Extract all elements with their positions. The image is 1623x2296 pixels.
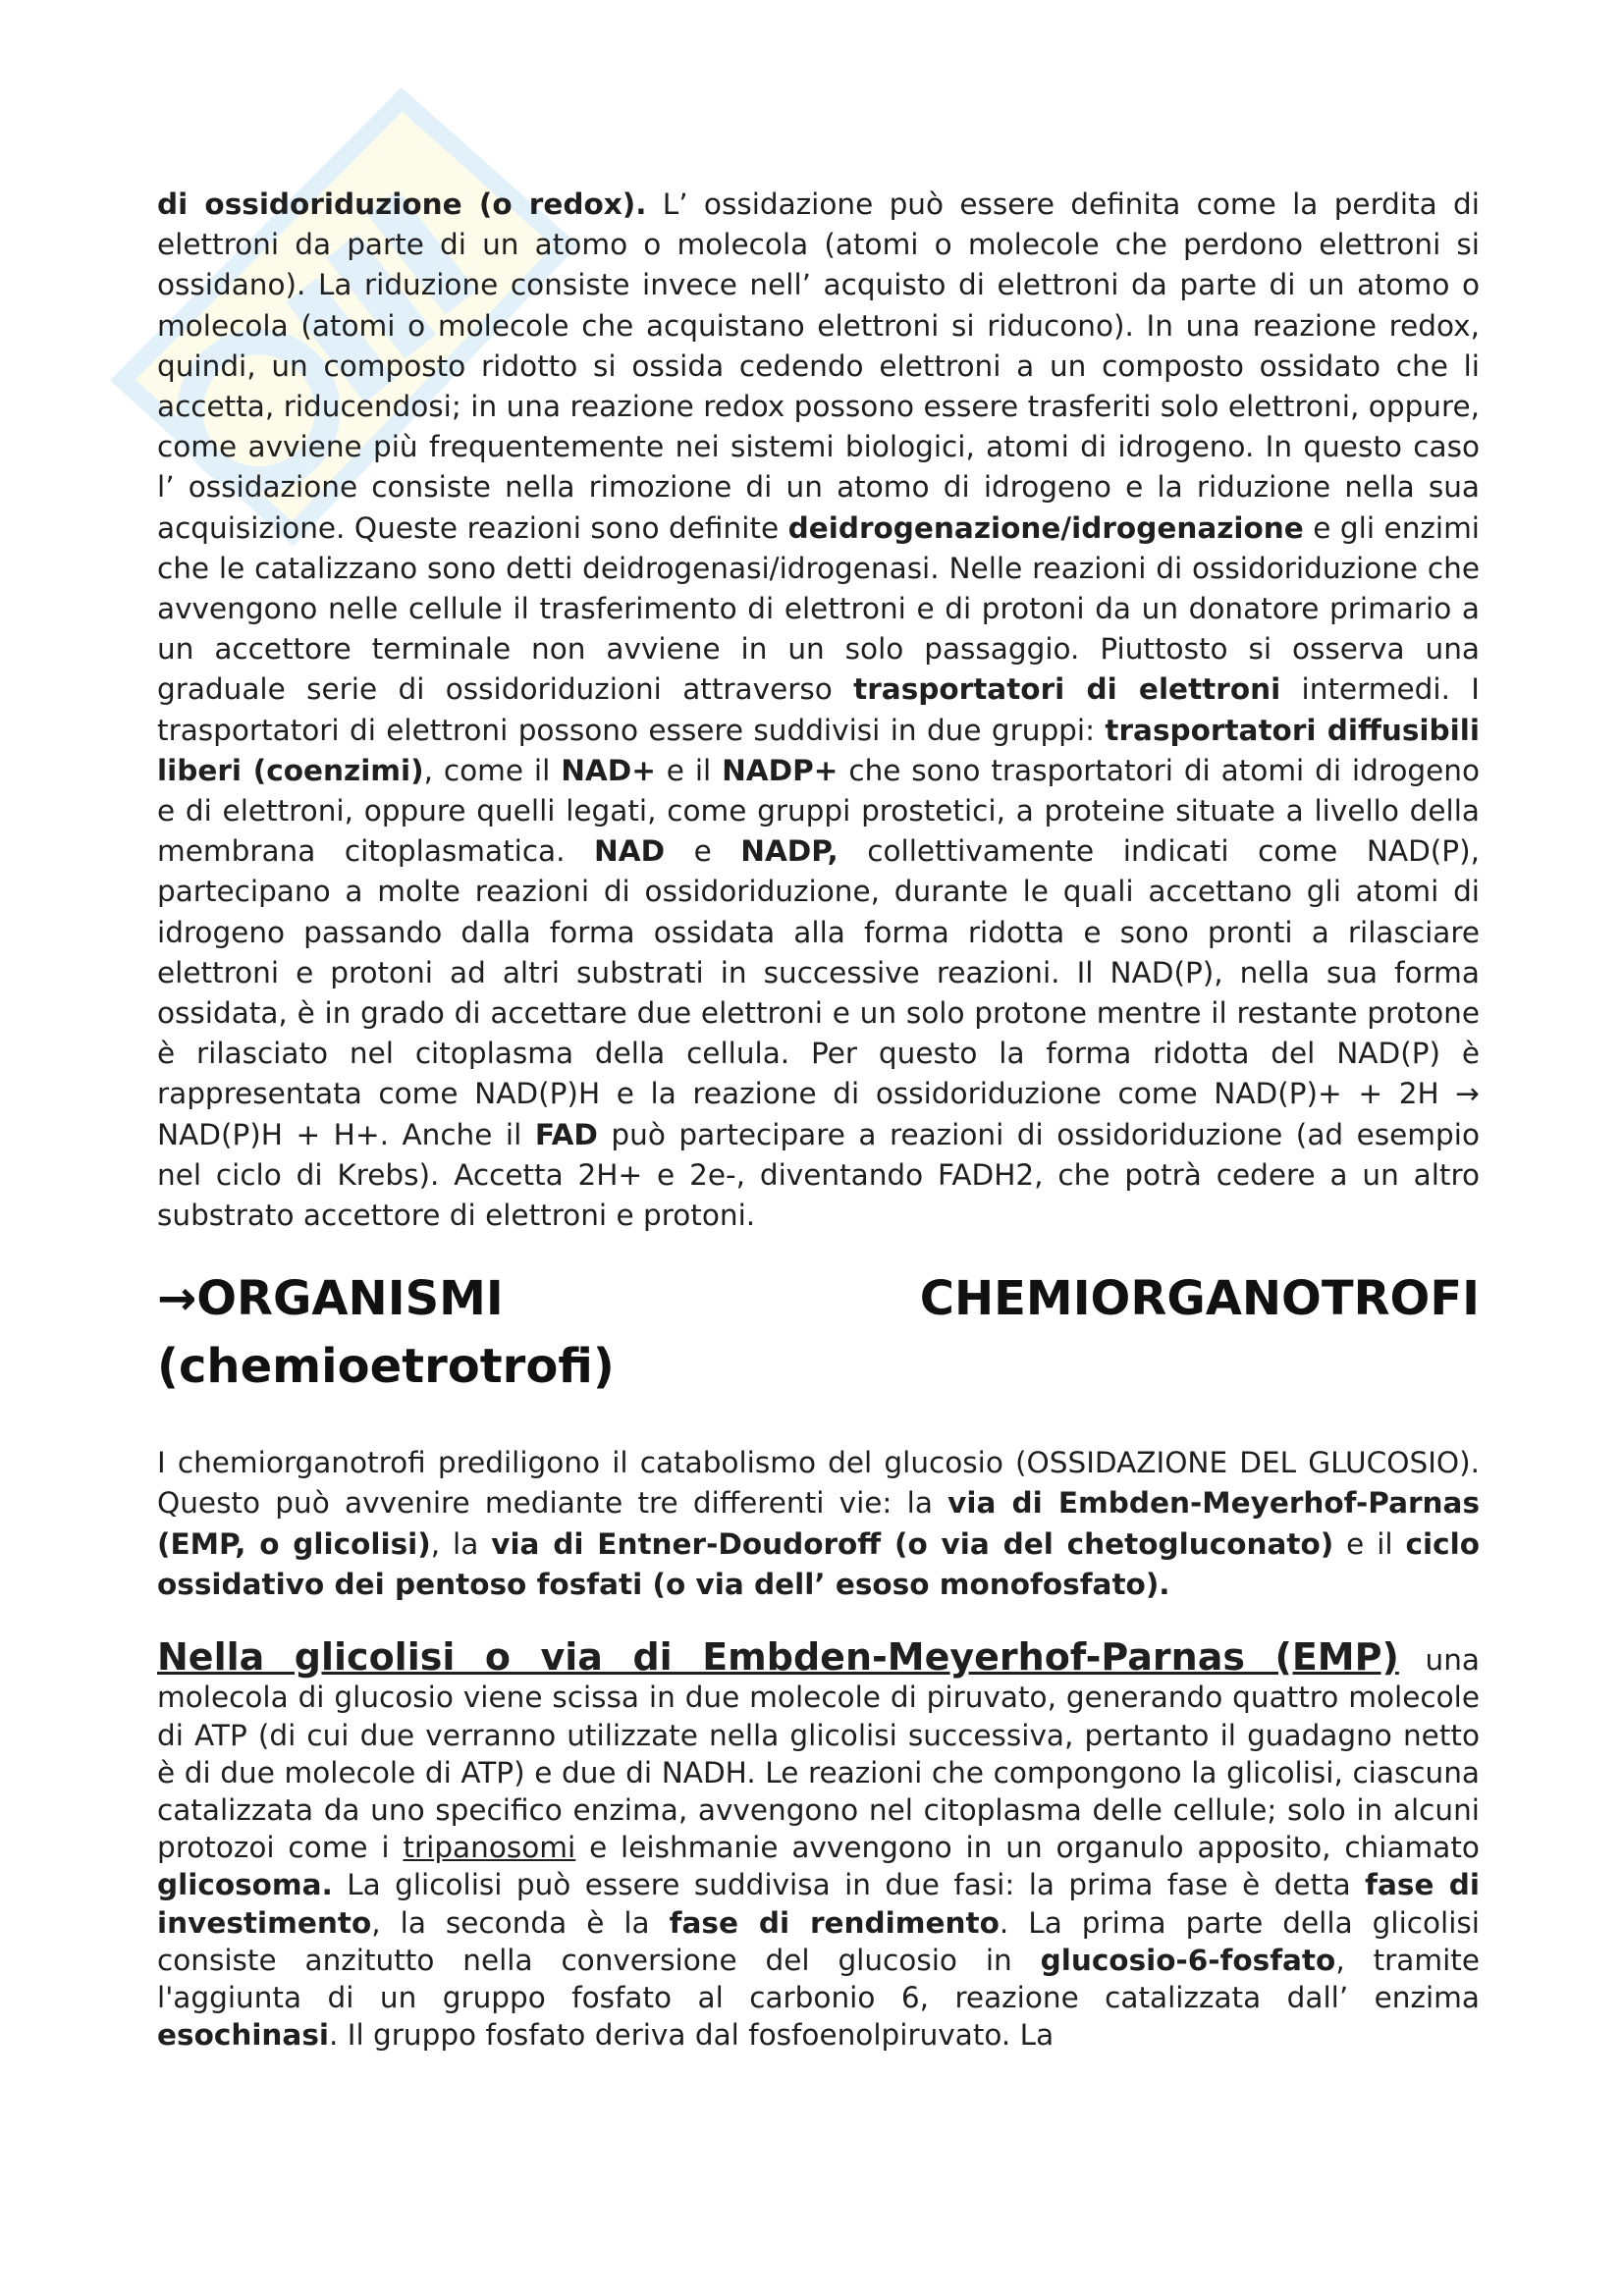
bold-term: glucosio-6-fosfato [1040, 1943, 1336, 1977]
bold-term: NADP+ [722, 753, 839, 787]
text-run: , come il [423, 753, 562, 787]
document-page [157, 185, 1480, 2054]
text-run: una molecola di glucosio viene scissa in due molecole di piruvato, generando quattro molecole di ATP (di cui due verranno utilizzate nella glicolisi successiva, pertanto il guadagno netto è di due molecole di ATP) e due di NADH. Le reazioni che compongono la glicolisi, ciascuna catalizzata da uno specifico enzima, avvengono nel citoplasma delle cellule; solo in alcuni protozoi come i [157, 1643, 1480, 1865]
text-run: intermedi. I trasportatori di elettroni possono essere suddivisi in due gruppi: [157, 672, 1481, 747]
bold-term: NADP, [740, 834, 839, 869]
paragraph-chemiorganotrofi [157, 1443, 1480, 1605]
text-run: che sono trasportatori di atomi di idrogeno e di elettroni, oppure quelli legati, come gruppi prostetici, a proteine situate a livello della membrana citoplasmatica. [157, 753, 1480, 869]
text-run: , tramite l'aggiunta di un gruppo fosfato al carbonio 6, reazione catalizzata dall’ enzima [157, 1943, 1480, 2014]
text-run: . Il gruppo fosfato deriva dal fosfoenolpiruvato. La [329, 2018, 1055, 2053]
bold-term: via di Entner-Doudoroff (o via del chetogluconato) [491, 1526, 1334, 1561]
bold-term: deidrogenazione/idrogenazione [787, 510, 1304, 545]
text-run: L’ ossidazione può essere definita come la perdita di elettroni da parte di un atomo o molecola (atomi o molecole che perdono elettroni si ossidano). La riduzione consiste invece nell’ acquisto di elettroni da parte di un atomo o molecola (atomi o molecole che acquistano elettroni si riducono). In una reazione redox, quindi, un composto ridotto si ossida cedendo elettroni a un composto ossidato che li accetta, riducendosi; in una reazione redox possono essere trasferiti solo elettroni, oppure, come avviene più frequentemente nei sistemi biologici, atomi di idrogeno. In questo caso l’ ossidazione consiste nella rimozione di un atomo di idrogeno e la riduzione nella sua acquisizione. Queste reazioni sono definite [157, 187, 1480, 545]
bold-term: trasportatori diffusibili liberi (coenzimi) [157, 713, 1480, 787]
text-run: , la seconda è la [371, 1905, 670, 1940]
text-run: e gli enzimi che le catalizzano sono detti deidrogenasi/idrogenasi. Nelle reazioni di ossidoriduzione che avvengono nelle cellule il trasferimento di elettroni e di protoni da un donatore primario a un accettore terminale non avviene in un solo passaggio. Piuttosto si osserva una graduale serie di ossidoriduzioni attraverso [157, 510, 1481, 707]
paragraph-redox [157, 185, 1480, 1236]
text-run: La glicolisi può essere suddivisa in due fasi: la prima fase è detta [332, 1868, 1366, 1902]
bold-term: glicosoma. [157, 1868, 333, 1902]
text-run: collettivamente indicati come NAD(P), partecipano a molte reazioni di ossidoriduzione, durante le quali accettano gli atomi di idrogeno passando dalla forma ossidata alla forma ridotta e sono pronti a rilasciare elettroni e protoni ad altri substrati in successive reazioni. Il NAD(P), nella sua forma ossidata, è in grado di accettare due elettroni e un solo protone mentre il restante protone è rilasciato nel citoplasma della cellula. Per questo la forma ridotta del NAD(P) è rappresentata come NAD(P)H e la reazione di ossidoriduzione come NAD(P)+ + 2H → NAD(P)H + H+. Anche il [157, 834, 1480, 1151]
text-run: I chemiorganotrofi prediligono il catabolismo del glucosio (OSSIDAZIONE DEL GLUCOSIO). Questo può avvenire mediante tre differenti vie: la [157, 1446, 1480, 1521]
paragraph-lead-title: Nella glicolisi o via di Embden-Meyerhof-Parnas (EMP) [157, 1635, 1399, 1680]
text-run: e leishmanie avvengono in un organulo apposito, chiamato [575, 1831, 1480, 1865]
bold-term: fase di investimento [157, 1868, 1480, 1940]
text-run: e il [655, 753, 723, 787]
bold-term: di ossidoriduzione (o redox). [157, 187, 647, 221]
underlined-term: tripanosomi [403, 1831, 576, 1865]
bold-term: fase di rendimento [669, 1905, 1000, 1940]
text-run: può partecipare a reazioni di ossidoriduzione (ad esempio nel ciclo di Krebs). Accetta 2H+ e 2e-, diventando FADH2, che potrà cedere a un altro substrato accettore di elettroni e protoni. [157, 1117, 1480, 1233]
arrow-icon: → [157, 1271, 197, 1327]
bold-term: via di Embden-Meyerhof-Parnas (EMP, o glicolisi) [157, 1486, 1480, 1561]
bold-term: ciclo ossidativo dei pentoso fosfati (o via dell’ esoso monofosfato). [157, 1526, 1480, 1601]
bold-term: trasportatori di elettroni [853, 672, 1281, 707]
text-run: , la [430, 1526, 492, 1561]
section-heading [157, 1265, 1480, 1401]
text-run: e [665, 834, 741, 869]
bold-term: esochinasi [157, 2018, 330, 2053]
bold-term: NAD+ [561, 753, 656, 787]
bold-term: NAD [594, 834, 666, 869]
text-run: e il [1333, 1526, 1406, 1561]
section-heading-text: ORGANISMI CHEMIORGANOTROFI (chemioetrotrofi) [157, 1271, 1480, 1395]
text-run: . La prima parte della glicolisi consiste anzitutto nella conversione del glucosio in [157, 1905, 1480, 1977]
paragraph-glicolisi [157, 1635, 1480, 2054]
bold-term: FAD [534, 1117, 598, 1151]
